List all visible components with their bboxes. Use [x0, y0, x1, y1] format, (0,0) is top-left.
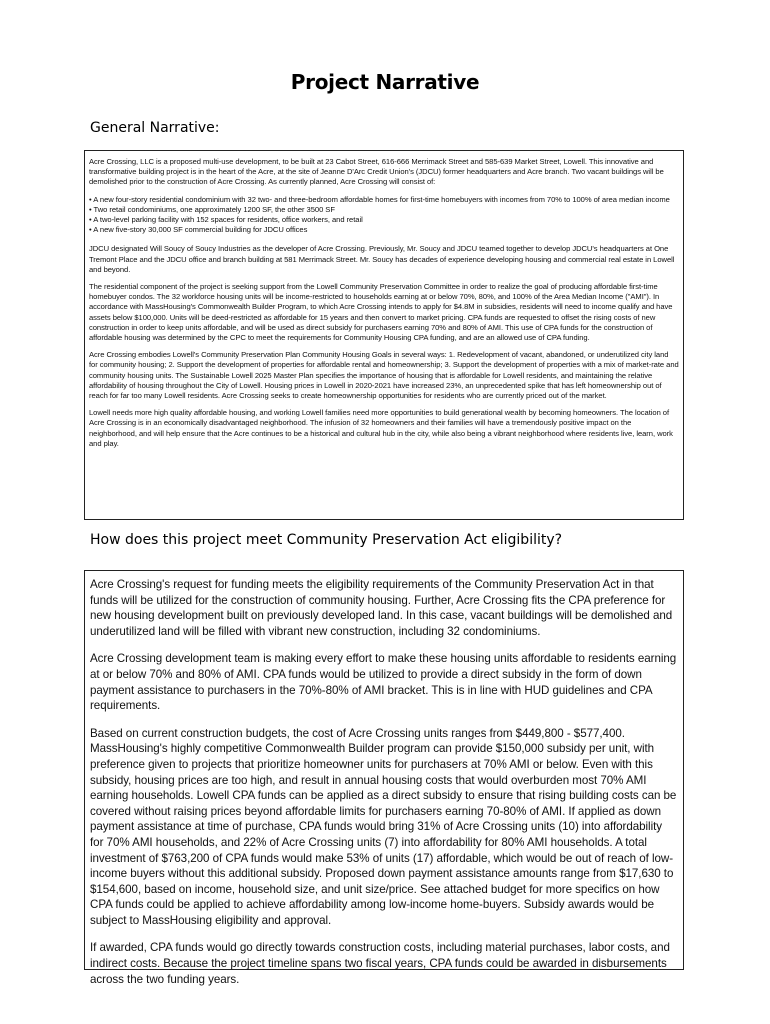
community-housing-goals-paragraph: Acre Crossing embodies Lowell's Community Preservation Plan Community Housing Goals in several ways: 1. Redevelopment of vacant, abandoned, or underutilized city land for community housing; 2. Support the development of properties for affordable rental and homeownership; 3. Support the development of properties with a mix of market-rate and community housing units. The Sustainable Lowell 2025 Master Plan specifies the importance of housing that is affordable for Lowell residents, and maintaining the relative affordability of housing throughout the City of Lowell. Housing prices in Lowell in 2020-2021 have increased 23%, an unprecedented spike that has left homeownership out of reach for far too many Lowell residents. Acre Crossing seeks to create homeownership opportunities for residents who are currently priced out of the market. — [89, 350, 679, 401]
cpa-eligibility-heading: How does this project meet Community Preservation Act eligibility? — [90, 532, 563, 548]
page-title: Project Narrative — [290, 70, 480, 94]
bullet-item: • A new four-story residential condominium with 32 two- and three-bedroom affordable homes for first-time homebuyers with incomes from 70% to 100% of area median income — [89, 194, 670, 204]
general-narrative-heading: General Narrative: — [90, 120, 220, 136]
lowell-needs-paragraph: Lowell needs more high quality affordable housing, and working Lowell families need more opportunities to build generational wealth by becoming homeowners. The location of Acre Crossing is in an economically disadvantaged neighborhood. The infusion of 32 homeowners and their families will have a tremendously positive impact on the neighborhood, and will help ensure that the Acre continues to be a historical and cultural hub in the city, while also being a vibrant neighborhood where residents live, learn, work and play. — [89, 408, 673, 448]
bullet-item: • A two-level parking facility with 152 spaces for residents, office workers, and retail — [89, 215, 363, 225]
funding-use-paragraph: If awarded, CPA funds would go directly towards construction costs, including material purchases, labor costs, and indirect costs. Because the project timeline spans two fiscal years, CPA funds could be awarded in disbursements across the two funding years. — [90, 941, 670, 986]
developer-paragraph: JDCU designated Will Soucy of Soucy Industries as the developer of Acre Crossing. Previously, Mr. Soucy and JDCU teamed together to develop JDCU's headquarters at One Tremont Place and the JDCU office and branch building at 581 Merrimack Street. Mr. Soucy has decades of experience developing housing and commercial real estate in Lowell and beyond. — [89, 244, 675, 274]
cpa-eligibility-paragraph: Acre Crossing's request for funding meets the eligibility requirements of the Community Preservation Act in that funds will be utilized for the construction of community housing. Further, Acre Crossing fits the CPA preference for new housing development built on previously developed land. In this case, vacant buildings will be demolished and underutilized land will be filled with vibrant new construction, including 32 condominiums. — [90, 578, 673, 638]
cpa-eligibility-box — [84, 570, 684, 986]
affordability-paragraph: Acre Crossing development team is making every effort to make these housing units affordable to residents earning at or below 70% and 80% of AMI. CPA funds would be utilized to provide a direct subsidy in the form of down payment assistance to purchasers in the 70%-80% of AMI bracket. This is in line with HUD guidelines and CPA requirements. — [90, 652, 677, 713]
bullet-item: • Two retail condominiums, one approximately 1200 SF, the other 3500 SF — [89, 204, 335, 214]
bullet-item: • A new five-story 30,000 SF commercial building for JDCU offices — [89, 225, 308, 235]
general-intro-paragraph: Acre Crossing, LLC is a proposed multi-use development, to be built at 23 Cabot Street, 616-666 Merrimack Street and 585-639 Market Street, Lowell. This innovative and transformative building project is in the heart of the Acre, at the site of Jeanne D'Arc Credit Union's (JDCU) former headquarters and Acre branch. Two vacant buildings will be demolished prior to the construction of Acre Crossing. As currently planned, Acre Crossing will consist of: — [89, 157, 664, 187]
residential-component-paragraph: The residential component of the project is seeking support from the Lowell Community Preservation Committee in order to realize the goal of producing affordable first-time homebuyer condos. The 32 workforce housing units will be income-restricted to households earning at or below 70%, 80%, and 100% of the Area Median Income ("AMI"). In accordance with MassHousing's Commonwealth Builder Program, to which Acre Crossing intends to apply for $4.8M in subsidies, residents will need to income qualify and have assets below $100,000. Units will be deed-restricted as affordable for 15 years and then convert to market pricing. CPA funds are requested to offset the rising costs of new construction in order to keep units affordable, and will be used as direct subsidy for purchasers earning 70% and 80% of AMI. This use of CPA funds for the construction of affordable housing was determined by the CPC to meet the requirements for Community Housing CPA funding, and are an allowed use of CPA funding. — [89, 282, 673, 343]
general-narrative-box — [84, 150, 684, 520]
construction-budget-paragraph: Based on current construction budgets, the cost of Acre Crossing units ranges from $449,800 - $577,400. MassHousing's highly competitive Commonwealth Builder program can provide $150,000 subsidy per unit, with preference given to projects that prioritize homeowner units for purchasers at 70% AMI or below. Even with this subsidy, housing prices are too high, and result in annual housing costs that would overburden most 70% AMI earning households. Lowell CPA funds can be applied as a direct subsidy to ensure that rising building costs can be covered without raising prices beyond affordable limits for purchasers earning 70-80% of AMI. If applied as down payment assistance at time of purchase, CPA funds would bring 31% of Acre Crossing units (10) into affordability for 70% AMI households, and 22% of Acre Crossing units (7) into affordability for 80% AMI households. A total investment of $763,200 of CPA funds would make 53% of units (17) affordable, which would be out of reach of low-income buyers without this additional subsidy. Proposed down payment assistance amounts range from $17,630 to $154,600, based on income, household size, and unit size/price. See attached budget for more specifics on how CPA funds could be applied to achieve affordability among low-income home-buyers. Subsidy awards would be subject to MassHousing eligibility and approval. — [90, 726, 677, 927]
